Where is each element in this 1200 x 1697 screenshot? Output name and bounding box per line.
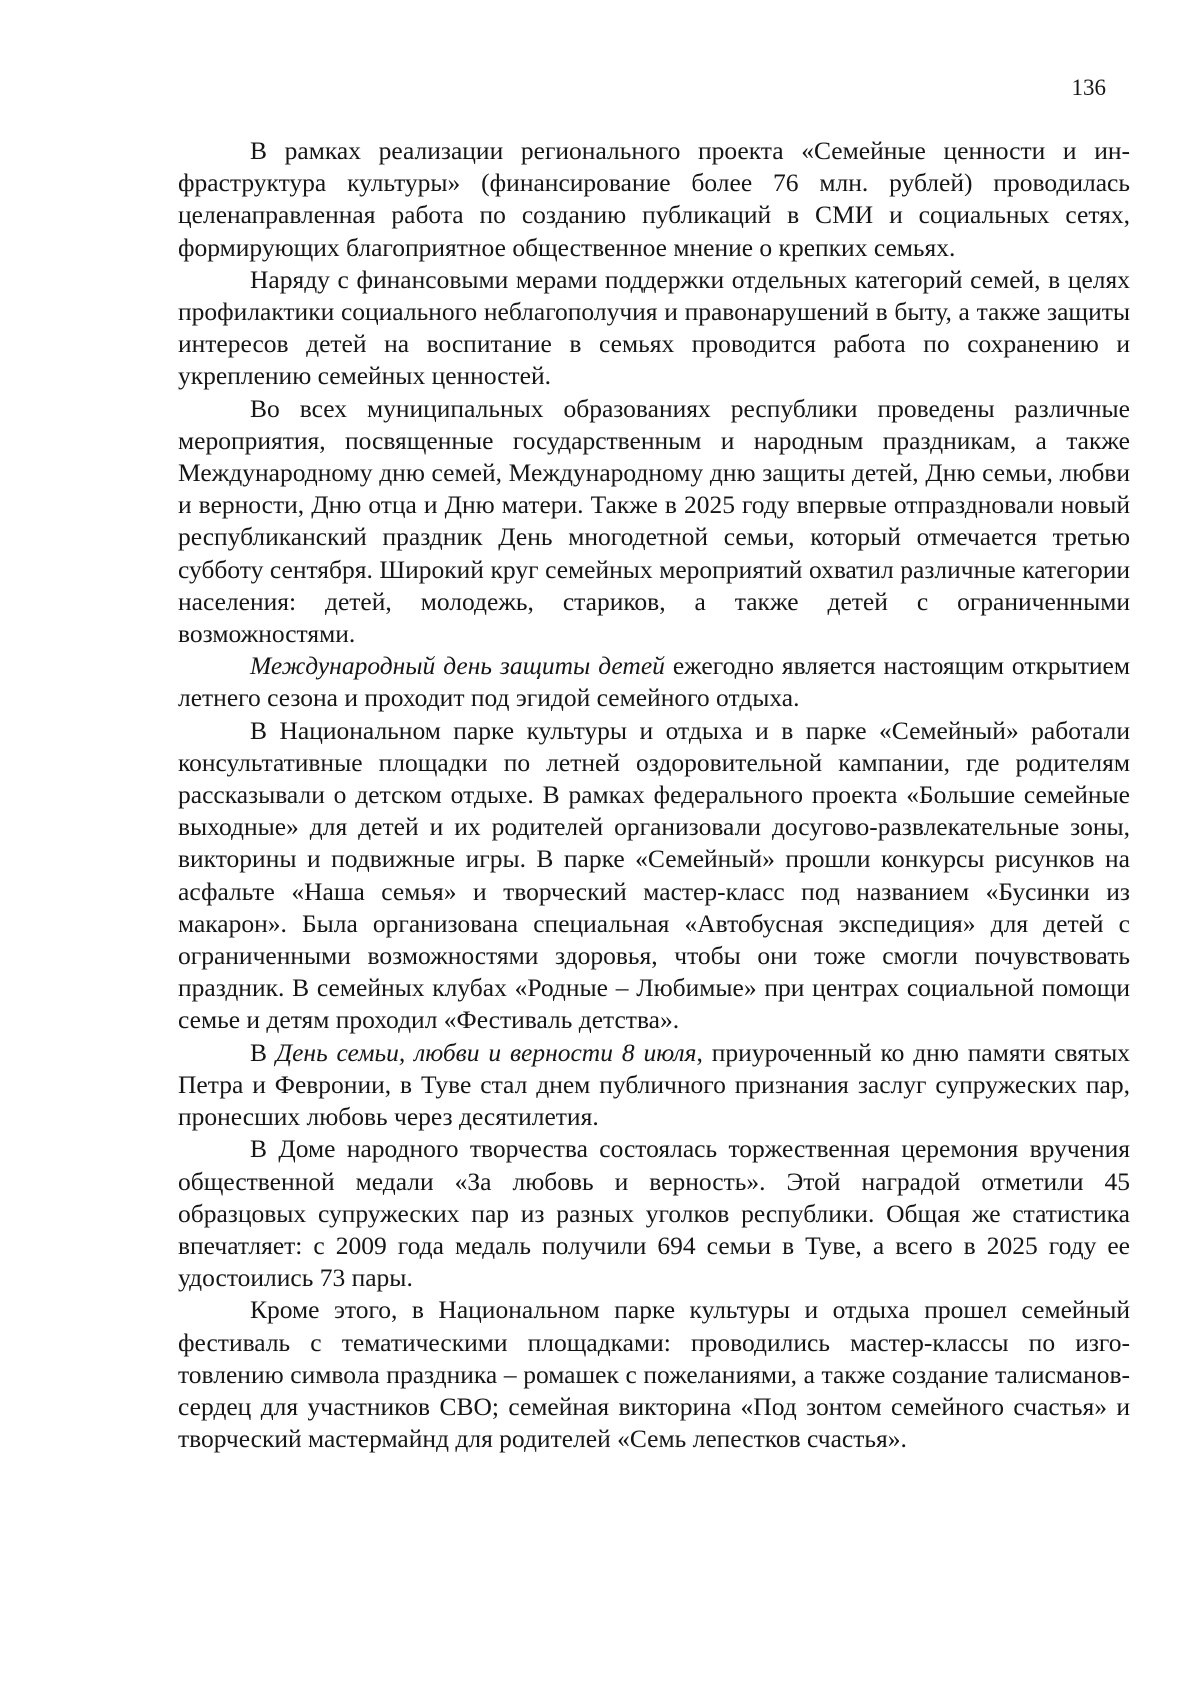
paragraph-5: В Национальном парке культуры и отдыха и в парке «Семейный» работали консультативные площадки по летней оздоровительной кампании, где родителям рассказывали о детском отдыхе. В рамках федерального проекта «Большие семейные выходные» для детей и их родителей организовали досугово-развлекательные зоны, викторины и подвижные игры. В парке «Семейный» прошли конкурсы рисунков на асфальте «Наша семья» и творческий мастер-класс под названием «Бусинки из макарон». Была организована специальная «Автобусная экспедиция» для детей с ограниченными возможностями здоровья, чтобы они тоже смогли почувствовать праздник. В семейных клубах «Родные – Любимые» при центрах социальной помощи семье и детям проходил «Фестиваль детства».	[178, 715, 1130, 1035]
page-number: 136	[1071, 75, 1106, 100]
paragraph-8: Кроме этого, в Национальном парке культуры и отдыха прошел семейный фестиваль с тематическими площадками: проводились мастер-классы по изготовлению символа праздника – ромашек с пожеланиями, а также создание талисманов-сердец для участников СВО; семейная викторина «Под зонтом семейного счастья» и творческий мастермайнд для родителей «Семь лепестков счастья».	[178, 1295, 1130, 1454]
paragraph-1: В рамках реализации регионального проекта «Семейные ценности и инфраструктура культуры» (финансирование более 76 млн. рублей) проводилась целенаправленная работа по созданию публикаций в СМИ и социальных сетях, формирующих благоприятное общественное мнение о крепких семьях.	[178, 136, 1130, 262]
paragraph-4-text: ежегодно является настоящим открытием летнего сезона и проходит под эгидой семейного отдыха.	[178, 651, 1130, 713]
paragraph-4-italic: Международный день защиты детей	[250, 651, 665, 681]
paragraph-6-text: , приуроченный ко дню памяти святых Петра и Февронии, в Туве стал днем публичного признания заслуг супружеских пар, пронесших любовь через десятилетия.	[178, 1037, 1130, 1132]
paragraph-7: В Доме народного творчества состоялась торжественная церемония вручения общественной медали «За любовь и верность». Этой наградой отметили 45 образцовых супружеских пар из разных уголков республики. Общая же статистика впечатляет: с 2009 года медаль получили 694 семьи в Туве, а всего в 2025 году ее удостоились 73 пары.	[178, 1134, 1130, 1293]
paragraph-4	[178, 650, 1130, 714]
paragraph-2: Наряду с финансовыми мерами поддержки отдельных категорий семей, в целях профилактики социального неблагополучия и правонарушений в быту, а также защиты интересов детей на воспитание в семьях проводится работа по сохранению и укреплению семейных ценностей.	[178, 264, 1130, 391]
paragraph-6	[178, 1037, 1130, 1134]
body-text	[178, 135, 1130, 1455]
paragraph-6-lead: В	[250, 1037, 276, 1067]
paragraph-6-italic: День семьи, любви и верности 8 июля	[275, 1037, 697, 1067]
paragraph-3: Во всех муниципальных образованиях республики проведены различные мероприятия, посвященные государственным и народным праздникам, а также Международному дню семей, Международному дню защиты детей, Дню семьи, любви и верности, Дню отца и Дню матери. Также в 2025 году впервые отпраздновали новый республиканский праздник День многодетной семьи, который отмечается третью субботу сентября. Широкий круг семейных мероприятий охватил различные категории населения: детей, молодежь, стариков, а также детей с ограниченными возможностями.	[178, 393, 1130, 649]
